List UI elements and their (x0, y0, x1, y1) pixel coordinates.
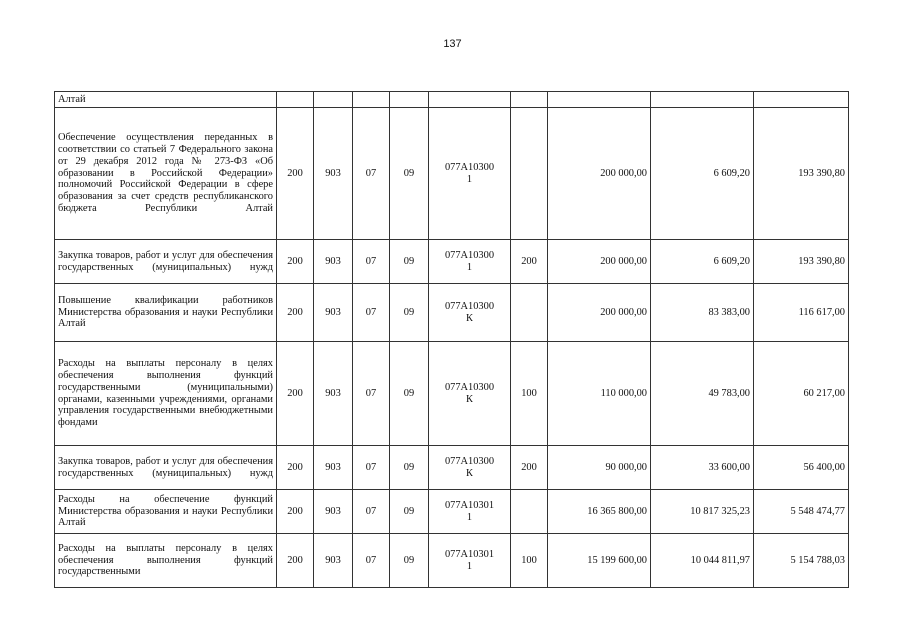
row-name-cell: Обеспечение осуществления переданных в соответствии со статьей 7 Федерального закона от 29 декабря 2012 года № 273-ФЗ «Об образовании в Российской Федерации» полномочий Российской Федерации в сфере образования за счет средств республиканского бюджета Республики Алтай (55, 108, 277, 240)
actual-amount-cell: 6 609,20 (651, 108, 754, 240)
actual-amount-cell: 10 044 811,97 (651, 534, 754, 588)
row-name-cell: Расходы на обеспечение функций Министерства образования и науки Республики Алтай (55, 490, 277, 534)
target-article-cell: 077А10300 К (429, 446, 511, 490)
remaining-amount-cell: 5 154 788,03 (754, 534, 849, 588)
ministry-code-cell (314, 92, 353, 108)
subsection-code-cell: 09 (390, 490, 429, 534)
remaining-amount-cell: 60 217,00 (754, 342, 849, 446)
table-row (55, 446, 849, 490)
target-article-cell: 077А10300 К (429, 284, 511, 342)
target-article-cell: 077А10301 1 (429, 534, 511, 588)
subsection-code-cell: 09 (390, 446, 429, 490)
planned-amount-cell (548, 92, 651, 108)
remaining-amount-cell: 5 548 474,77 (754, 490, 849, 534)
remaining-amount-cell: 193 390,80 (754, 108, 849, 240)
ministry-code-cell: 903 (314, 490, 353, 534)
table-row (55, 534, 849, 588)
expense-type-cell (511, 108, 548, 240)
subsection-code-cell: 09 (390, 534, 429, 588)
row-name-cell: Расходы на выплаты персоналу в целях обеспечения выполнения функций государственными (55, 534, 277, 588)
admin-code-cell: 200 (277, 490, 314, 534)
subsection-code-cell: 09 (390, 240, 429, 284)
target-article-cell: 077А10300 К (429, 342, 511, 446)
admin-code-cell: 200 (277, 108, 314, 240)
table-row (55, 490, 849, 534)
planned-amount-cell: 15 199 600,00 (548, 534, 651, 588)
planned-amount-cell: 90 000,00 (548, 446, 651, 490)
target-article-cell: 077А10300 1 (429, 108, 511, 240)
ministry-code-cell: 903 (314, 534, 353, 588)
ministry-code-cell: 903 (314, 342, 353, 446)
actual-amount-cell: 83 383,00 (651, 284, 754, 342)
admin-code-cell (277, 92, 314, 108)
section-code-cell: 07 (353, 490, 390, 534)
subsection-code-cell: 09 (390, 284, 429, 342)
admin-code-cell: 200 (277, 284, 314, 342)
expense-type-cell: 200 (511, 446, 548, 490)
subsection-code-cell (390, 92, 429, 108)
page-number: 137 (443, 38, 462, 50)
section-code-cell: 07 (353, 240, 390, 284)
row-name-cell: Расходы на выплаты персоналу в целях обеспечения выполнения функций государственными (муниципальными) органами, казенными учреждениями, органами управления государственными внебюджетными фондами (55, 342, 277, 446)
table-row (55, 240, 849, 284)
section-code-cell: 07 (353, 108, 390, 240)
remaining-amount-cell (754, 92, 849, 108)
section-code-cell: 07 (353, 446, 390, 490)
target-article-cell: 077А10301 1 (429, 490, 511, 534)
expense-type-cell: 200 (511, 240, 548, 284)
actual-amount-cell: 49 783,00 (651, 342, 754, 446)
planned-amount-cell: 16 365 800,00 (548, 490, 651, 534)
admin-code-cell: 200 (277, 534, 314, 588)
ministry-code-cell: 903 (314, 240, 353, 284)
actual-amount-cell (651, 92, 754, 108)
budget-table-body (55, 92, 849, 588)
budget-table (54, 91, 849, 588)
remaining-amount-cell: 56 400,00 (754, 446, 849, 490)
table-row (55, 108, 849, 240)
remaining-amount-cell: 116 617,00 (754, 284, 849, 342)
row-name-cell: Закупка товаров, работ и услуг для обеспечения государственных (муниципальных) нужд (55, 240, 277, 284)
row-name-cell: Закупка товаров, работ и услуг для обеспечения государственных (муниципальных) нужд (55, 446, 277, 490)
section-code-cell: 07 (353, 534, 390, 588)
expense-type-cell: 100 (511, 534, 548, 588)
target-article-cell: 077А10300 1 (429, 240, 511, 284)
target-article-cell (429, 92, 511, 108)
planned-amount-cell: 110 000,00 (548, 342, 651, 446)
ministry-code-cell: 903 (314, 446, 353, 490)
row-name-cell: Повышение квалификации работников Министерства образования и науки Республики Алтай (55, 284, 277, 342)
ministry-code-cell: 903 (314, 108, 353, 240)
actual-amount-cell: 10 817 325,23 (651, 490, 754, 534)
actual-amount-cell: 6 609,20 (651, 240, 754, 284)
table-row (55, 284, 849, 342)
section-code-cell: 07 (353, 284, 390, 342)
expense-type-cell (511, 92, 548, 108)
row-name-cell: Алтай (55, 92, 277, 108)
actual-amount-cell: 33 600,00 (651, 446, 754, 490)
expense-type-cell: 100 (511, 342, 548, 446)
ministry-code-cell: 903 (314, 284, 353, 342)
expense-type-cell (511, 490, 548, 534)
admin-code-cell: 200 (277, 342, 314, 446)
planned-amount-cell: 200 000,00 (548, 240, 651, 284)
expense-type-cell (511, 284, 548, 342)
subsection-code-cell: 09 (390, 342, 429, 446)
admin-code-cell: 200 (277, 446, 314, 490)
subsection-code-cell: 09 (390, 108, 429, 240)
planned-amount-cell: 200 000,00 (548, 108, 651, 240)
planned-amount-cell: 200 000,00 (548, 284, 651, 342)
section-code-cell: 07 (353, 342, 390, 446)
table-row (55, 92, 849, 108)
section-code-cell (353, 92, 390, 108)
remaining-amount-cell: 193 390,80 (754, 240, 849, 284)
table-row (55, 342, 849, 446)
admin-code-cell: 200 (277, 240, 314, 284)
